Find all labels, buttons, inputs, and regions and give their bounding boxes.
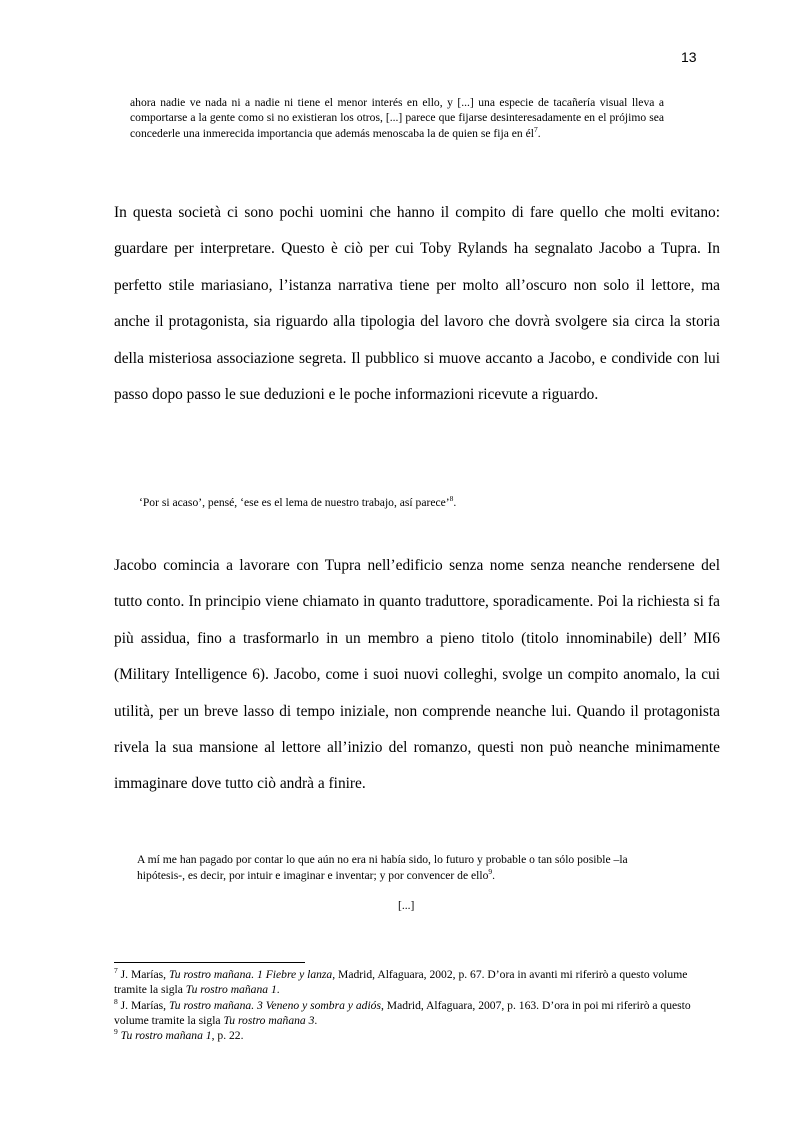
quote-3-end: . [492,868,496,882]
footnote-ref-9[interactable]: 9 [488,866,493,876]
footnote-text: , Madrid, Alfaguara, 2002, p. 67. D’ora in avanti mi riferirò a questo volume tramite la sigla [114,968,688,997]
footnote-text: J. Marías, [117,968,169,981]
footnote-end: . [276,983,280,997]
footnote-number: 9 [114,1027,118,1037]
block-quote-1 [130,95,664,141]
page-number: 13 [681,49,697,65]
quote-2-end: . [453,496,457,509]
footnote-title: Tu rostro mañana. 3 Veneno y sombra y adiós [168,998,381,1012]
footnote-ref-8[interactable]: 8 [449,494,454,504]
footnote-7 [114,967,714,998]
footnote-text: , p. 22. [211,1029,244,1043]
footnote-title: Tu rostro mañana 1 [120,1029,212,1043]
footnote-title: Tu rostro mañana. 1 Fiebre y lanza [168,968,333,981]
footnote-siglum: Tu rostro mañana 1 [185,983,277,997]
quote-1-text: ahora nadie ve nada ni a nadie ni tiene el menor interés en ello, y [...] una especie de tacañería visual lleva a comportarse a la gente como si no existieran los otros, [...] parece que fijarse desinteresadamente en el prójimo sea concederle una inmerecida importancia que además menoscaba la de quien se fija en él [130,96,664,140]
footnote-ref-7[interactable]: 7 [533,124,538,134]
footnote-number: 8 [114,996,118,1006]
footnote-separator [114,962,305,963]
footnote-end: . [314,1013,318,1027]
block-quote-3 [137,852,667,883]
footnote-text: , Madrid, Alfaguara, 2007, p. 163. D’ora in poi mi riferirò a questo volume tramite la sigla [114,998,691,1027]
body-paragraph-1: In questa società ci sono pochi uomini che hanno il compito di fare quello che molti evitano: guardare per interpretare. Questo è ciò per cui Toby Rylands ha segnalato Jacobo a Tupra. In perfetto stile mariasiano, l’istanza narrativa tiene per molto all’oscuro non solo il lettore, ma anche il protagonista, sia riguardo alla tipologia del lavoro che dovrà svolgere sia circa la storia della misteriosa associazione segreta. Il pubblico si muove accanto a Jacobo, e condivide con lui passo dopo passo le sue deduzioni e le poche informazioni ricevute a riguardo. [114,204,720,404]
footnotes [114,967,714,1043]
quote-1-end: . [537,126,541,140]
footnote-8 [114,998,714,1029]
footnote-number: 7 [114,966,118,976]
block-quote-2 [139,495,456,510]
footnote-9 [114,1028,714,1043]
quote-2-text: ‘Por si acaso’, pensé, ‘ese es el lema de nuestro trabajo, así parece’ [139,496,450,509]
footnote-siglum: Tu rostro mañana 3 [223,1013,315,1027]
quote-3-text: A mí me han pagado por contar lo que aún no era ni había sido, lo futuro y probable o tan sólo posible –la hipótesis-, es decir, por intuir e imaginar e inventar; y por convencer de ello [137,853,628,882]
footnote-text: J. Marías, [117,998,169,1012]
quote-ellipsis: [...] [398,899,415,912]
body-paragraph-2: Jacobo comincia a lavorare con Tupra nell’edificio senza nome senza neanche rendersene del tutto conto. In principio viene chiamato in quanto traduttore, sporadicamente. Poi la richiesta si fa più assidua, fino a trasformarlo in un membro a pieno titolo (titolo innominabile) dell’ MI6 (Military Intelligence 6). Jacobo, come i suoi nuovi colleghi, svolge un compito anomalo, la cui utilità, per un breve lasso di tempo iniziale, non comprende neanche lui. Quando il protagonista rivela la sua mansione al lettore all’inizio del romanzo, questi non può neanche minimamente immaginare dove tutto ciò andrà a finire. [114,557,720,793]
